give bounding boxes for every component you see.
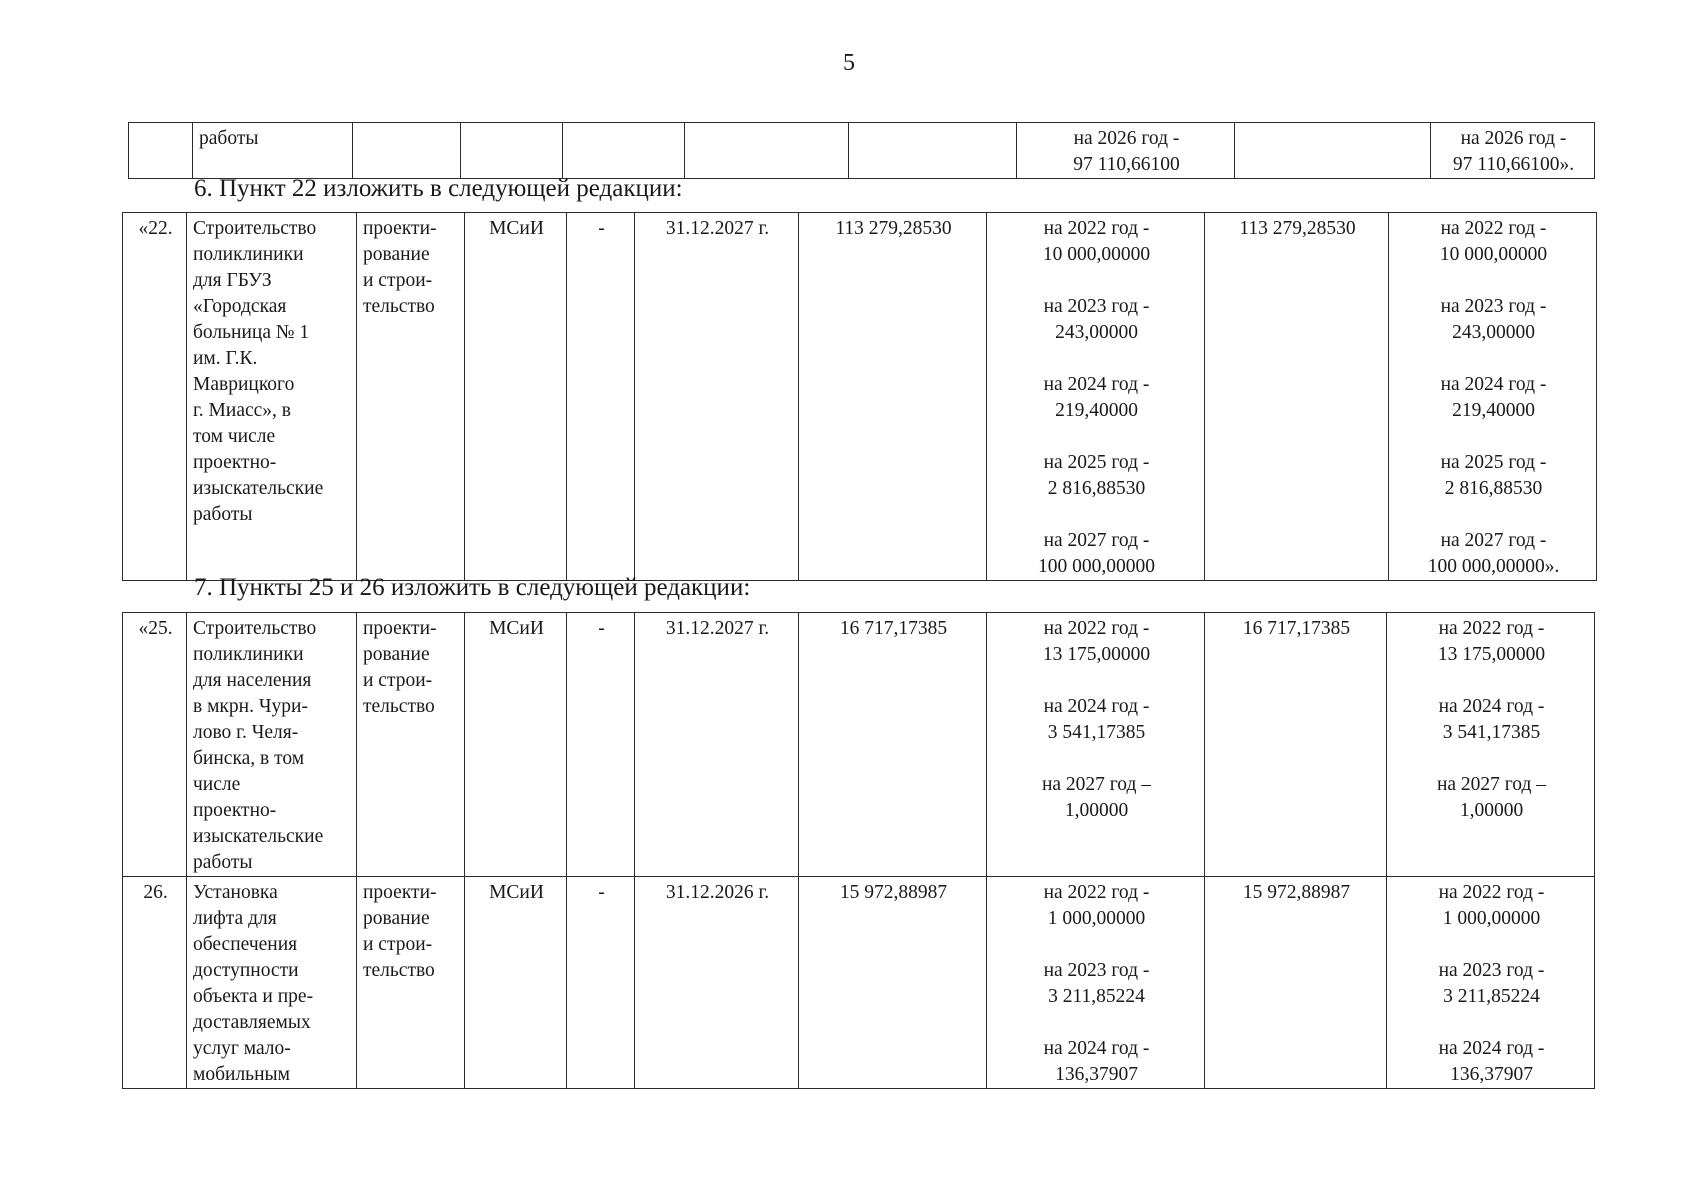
cell-customer: МСиИ — [465, 877, 567, 1089]
cell-by-year2: на 2022 год - 13 175,00000 на 2024 год - 3 541,17385 на 2027 год – 1,00000 — [1387, 613, 1595, 877]
cell-col5: - — [567, 877, 635, 1089]
cell-deadline — [685, 123, 849, 179]
cell-total: 16 717,17385 — [799, 613, 987, 877]
cell-customer — [461, 123, 563, 179]
cell-deadline: 31.12.2027 г. — [635, 613, 799, 877]
cell-by-year2: на 2026 год - 97 110,66100». — [1431, 123, 1595, 179]
cell-num — [129, 123, 193, 179]
cell-work-type: проекти- рование и строи- тельство — [357, 613, 465, 877]
table-item-22 — [122, 212, 1597, 581]
page-number: 5 — [843, 50, 855, 76]
cell-total2: 15 972,88987 — [1205, 877, 1387, 1089]
table-items-25-26 — [122, 612, 1595, 1089]
cell-deadline: 31.12.2027 г. — [635, 213, 799, 581]
section-heading-7: 7. Пункты 25 и 26 изложить в следующей редакции: — [194, 574, 751, 601]
cell-customer: МСиИ — [465, 613, 567, 877]
cell-deadline: 31.12.2026 г. — [635, 877, 799, 1089]
cell-by-year: на 2022 год - 10 000,00000 на 2023 год - 243,00000 на 2024 год - 219,40000 на 2025 год - 2 816,88530 на 2027 год - 100 000,00000 — [987, 213, 1205, 581]
cell-name: работы — [193, 123, 353, 179]
cell-by-year: на 2026 год - 97 110,66100 — [1017, 123, 1235, 179]
cell-total — [849, 123, 1017, 179]
table-row — [123, 877, 1595, 1089]
cell-col5: - — [567, 613, 635, 877]
table-row — [123, 213, 1597, 581]
cell-name: Строительство поликлиники для ГБУЗ «Городская больница № 1 им. Г.К. Маврицкого г. Миасс», в том числе проектно- изыскательские работы — [187, 213, 357, 581]
cell-by-year: на 2022 год - 1 000,00000 на 2023 год - 3 211,85224 на 2024 год - 136,37907 — [987, 877, 1205, 1089]
cell-name: Установка лифта для обеспечения доступности объекта и пре- доставляемых услуг мало- мобильным — [187, 877, 357, 1089]
cell-by-year2: на 2022 год - 10 000,00000 на 2023 год - 243,00000 на 2024 год - 219,40000 на 2025 год - 2 816,88530 на 2027 год - 100 000,00000». — [1389, 213, 1597, 581]
cell-total: 113 279,28530 — [799, 213, 987, 581]
cell-num: 26. — [123, 877, 187, 1089]
table-row — [123, 613, 1595, 877]
cell-work-type — [353, 123, 461, 179]
cell-total2: 113 279,28530 — [1205, 213, 1389, 581]
table-continuation — [128, 122, 1595, 179]
cell-by-year2: на 2022 год - 1 000,00000 на 2023 год - 3 211,85224 на 2024 год - 136,37907 — [1387, 877, 1595, 1089]
cell-col5: - — [567, 213, 635, 581]
cell-num: «22. — [123, 213, 187, 581]
cell-total2 — [1235, 123, 1431, 179]
cell-work-type: проекти- рование и строи- тельство — [357, 213, 465, 581]
section-heading-6: 6. Пункт 22 изложить в следующей редакции: — [194, 175, 683, 202]
table-row — [129, 123, 1595, 179]
cell-num: «25. — [123, 613, 187, 877]
cell-customer: МСиИ — [465, 213, 567, 581]
cell-name: Строительство поликлиники для населения в мкрн. Чури- лово г. Челя- бинска, в том числе проектно- изыскательские работы — [187, 613, 357, 877]
cell-total2: 16 717,17385 — [1205, 613, 1387, 877]
cell-by-year: на 2022 год - 13 175,00000 на 2024 год - 3 541,17385 на 2027 год – 1,00000 — [987, 613, 1205, 877]
cell-col5 — [563, 123, 685, 179]
cell-work-type: проекти- рование и строи- тельство — [357, 877, 465, 1089]
cell-total: 15 972,88987 — [799, 877, 987, 1089]
